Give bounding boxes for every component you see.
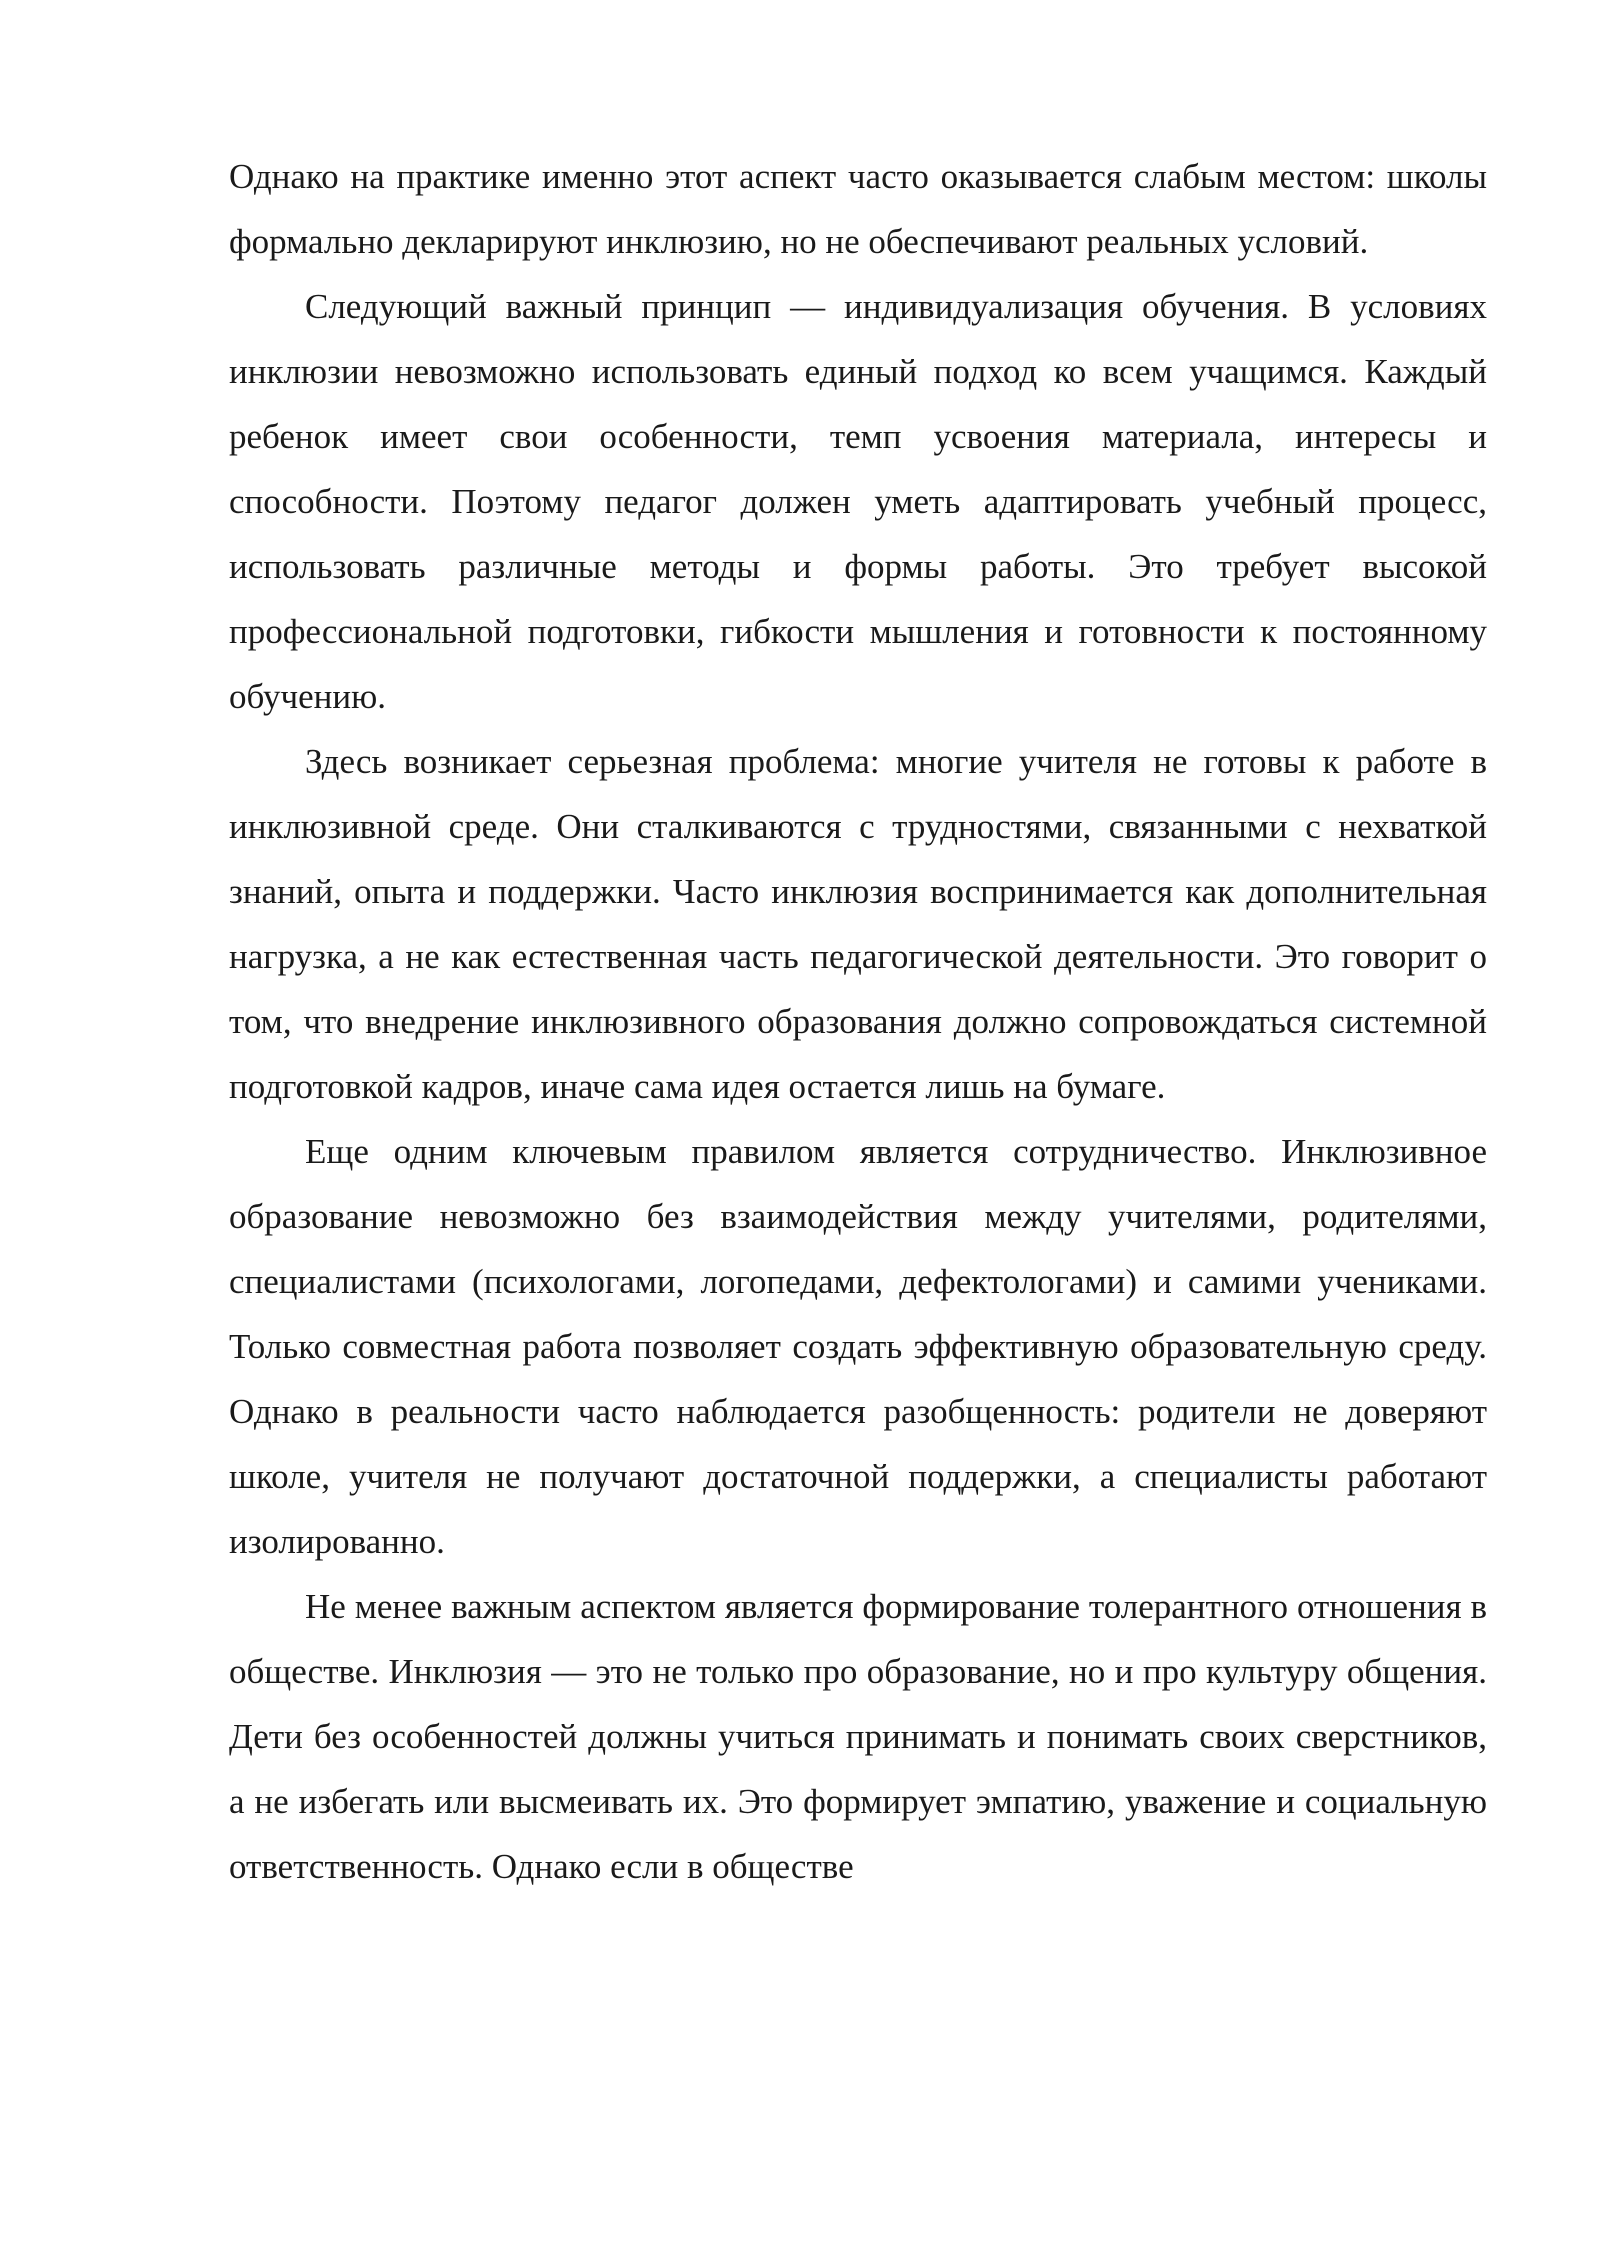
document-body [229,144,1487,1899]
paragraph-1: Однако на практике именно этот аспект часто оказывается слабым местом: школы формально декларируют инклюзию, но не обеспечивают реальных условий. [229,157,1487,261]
paragraph-4: Еще одним ключевым правилом является сотрудничество. Инклюзивное образование невозможно без взаимодействия между учителями, родителями, специалистами (психологами, логопедами, дефектологами) и самими учениками. Только совместная работа позволяет создать эффективную образовательную среду. Однако в реальности часто наблюдается разобщенность: родители не доверяют школе, учителя не получают достаточной поддержки, а специалисты работают изолированно. [229,1132,1487,1561]
paragraph-5: Не менее важным аспектом является формирование толерантного отношения в обществе. Инклюзия — это не только про образование, но и про культуру общения. Дети без особенностей должны учиться принимать и понимать своих сверстников, а не избегать или высмеивать их. Это формирует эмпатию, уважение и социальную ответственность. Однако если в обществе [229,1587,1487,1886]
paragraph-2: Следующий важный принцип — индивидуализация обучения. В условиях инклюзии невозможно использовать единый подход ко всем учащимся. Каждый ребенок имеет свои особенности, темп усвоения материала, интересы и способности. Поэтому педагог должен уметь адаптировать учебный процесс, использовать различные методы и формы работы. Это требует высокой профессиональной подготовки, гибкости мышления и готовности к постоянному обучению. [229,287,1487,716]
paragraph-3: Здесь возникает серьезная проблема: многие учителя не готовы к работе в инклюзивной среде. Они сталкиваются с трудностями, связанными с нехваткой знаний, опыта и поддержки. Часто инклюзия воспринимается как дополнительная нагрузка, а не как естественная часть педагогической деятельности. Это говорит о том, что внедрение инклюзивного образования должно сопровождаться системной подготовкой кадров, иначе сама идея остается лишь на бумаге. [229,742,1487,1106]
